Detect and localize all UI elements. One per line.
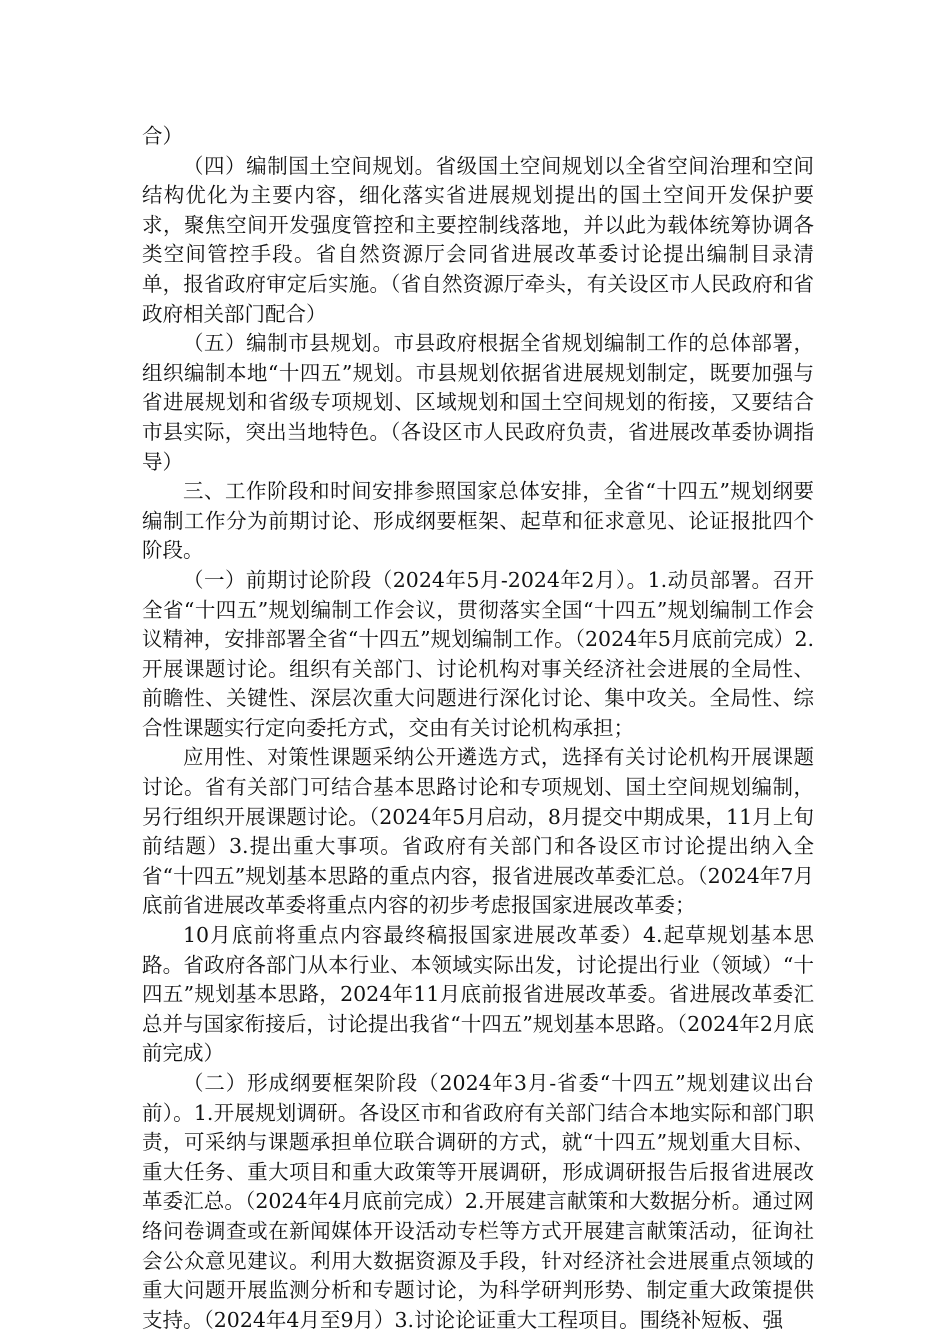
paragraph-land-space-planning: （四）编制国土空间规划。省级国土空间规划以全省空间治理和空间结构优化为主要内容，细化落实省进展规划提出的国土空间开发保护要求，聚焦空间开发强度管控和主要控制线落地，并以此为载体统筹协调各类空间管控手段。省自然资源厅会同省进展改革委讨论提出编制目录清单，报省政府审定后实施。（省自然资源厅牵头，有关设区市人民政府和省政府相关部门配合） xyxy=(142,153,814,326)
paragraph-work-stages: 三、工作阶段和时间安排参照国家总体安排，全省“十四五”规划纲要编制工作分为前期讨论、形成纲要框架、起草和征求意见、论证报批四个阶段。 xyxy=(142,479,814,563)
paragraph-city-county-planning: （五）编制市县规划。市县政府根据全省规划编制工作的总体部署，组织编制本地“十四五”规划。市县规划依据省进展规划制定，既要加强与省进展规划和省级专项规划、区域规划和国土空间规划的衔接，又要结合市县实际，突出当地特色。（各设区市人民政府负责，省进展改革委协调指导） xyxy=(142,331,814,474)
paragraph-continuation: 合） xyxy=(142,124,183,148)
paragraph-framework-stage: （二）形成纲要框架阶段（2024年3月-省委“十四五”规划建议出台前）。1.开展规划调研。各设区市和省政府有关部门结合本地实际和部门职责，可采纳与课题承担单位联合调研的方式，就“十四五”规划重大目标、重大任务、重大项目和重大政策等开展调研，形成调研报告后报省进展改革委汇总。（2024年4月底前完成）2.开展建言献策和大数据分析。通过网络问卷调查或在新闻媒体开设活动专栏等方式开展建言献策活动，征询社会公众意见建议。利用大数据资源及手段，针对经济社会进展重点领域的重大问题开展监测分析和专题讨论，为科学研判形势、制定重大政策提供支持。（2024年4月至9月）3.讨论论证重大工程项目。围绕补短板、强 xyxy=(142,1071,814,1332)
paragraph-basic-ideas: 10月底前将重点内容最终稿报国家进展改革委）4.起草规划基本思路。省政府各部门从本行业、本领域实际出发，讨论提出行业（领域）“十四五”规划基本思路，2024年11月底前报省进展改革委。省进展改革委汇总并与国家衔接后，讨论提出我省“十四五”规划基本思路。（2024年2月底前完成） xyxy=(142,923,814,1066)
paragraph-applied-research: 应用性、对策性课题采纳公开遴选方式，选择有关讨论机构开展课题讨论。省有关部门可结合基本思路讨论和专项规划、国土空间规划编制，另行组织开展课题讨论。（2024年5月启动，8月提交中期成果，11月上旬前结题）3.提出重大事项。省政府有关部门和各设区市讨论提出纳入全省“十四五”规划基本思路的重点内容，报省进展改革委汇总。（2024年7月底前省进展改革委将重点内容的初步考虑报国家进展改革委； xyxy=(142,745,814,918)
document-body xyxy=(142,122,814,1335)
paragraph-preliminary-stage: （一）前期讨论阶段（2024年5月-2024年2月）。1.动员部署。召开全省“十四五”规划编制工作会议，贯彻落实全国“十四五”规划编制工作会议精神，安排部署全省“十四五”规划编制工作。（2024年5月底前完成）2.开展课题讨论。组织有关部门、讨论机构对事关经济社会进展的全局性、前瞻性、关键性、深层次重大问题进行深化讨论、集中攻关。全局性、综合性课题实行定向委托方式，交由有关讨论机构承担； xyxy=(142,567,814,740)
